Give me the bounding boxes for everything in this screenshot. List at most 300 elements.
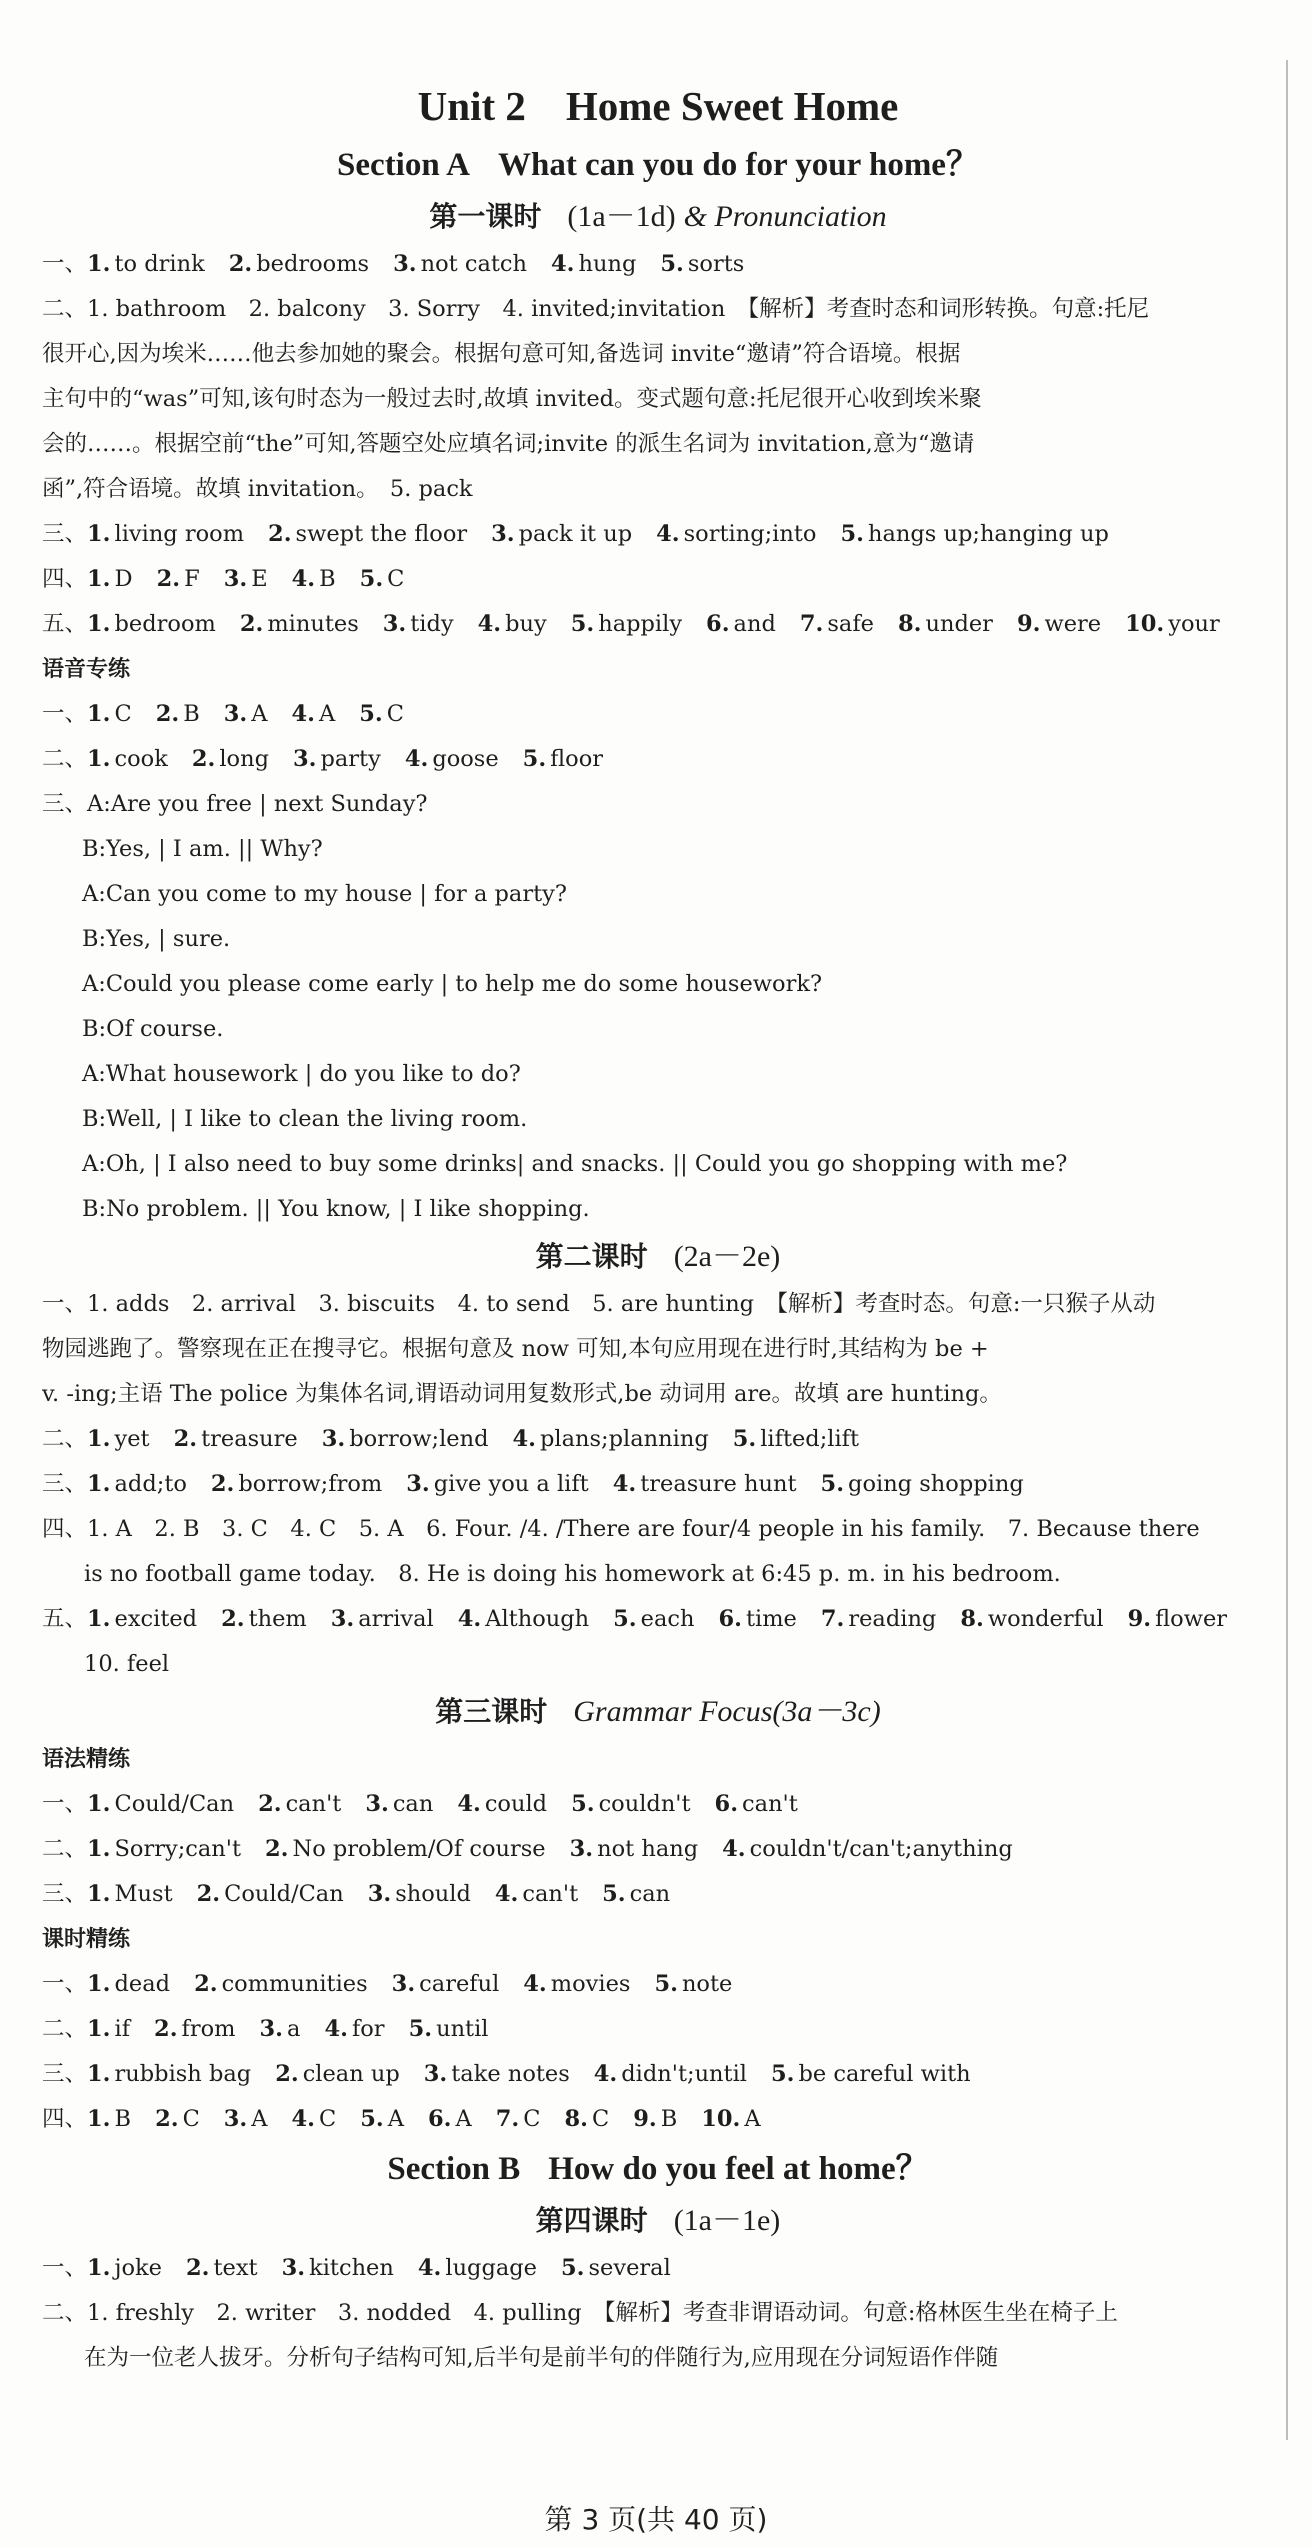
l2-row-1-cont: [42, 1372, 1274, 1417]
l2-row-5-cont: [42, 1642, 1274, 1687]
answer-text: 3. pack it up: [491, 521, 633, 547]
answer-text: 一、: [42, 2255, 88, 2281]
item-number: 5.: [602, 1881, 626, 1907]
lesson-2-title: [42, 1234, 1274, 1280]
answer-text: 2. from: [154, 2016, 236, 2042]
answer-text: 1. dead: [87, 1971, 171, 1997]
answer-text: 一、: [42, 1291, 88, 1317]
answer-text: 3. can: [365, 1791, 434, 1817]
dialog-line: A:Oh, | I also need to buy some drinks| and snacks. || Could you go shopping with me?: [82, 1151, 1068, 1177]
answer-text: 3. a: [259, 2016, 301, 2042]
l1-row-1: [42, 242, 1274, 287]
l2-row-2: [42, 1417, 1274, 1462]
answer-text: 1. Could/Can: [87, 1791, 235, 1817]
answer-text: 1. if: [87, 2016, 131, 2042]
item-number: 4.: [494, 1881, 519, 1907]
item-number: 5.: [820, 1471, 845, 1497]
lesson-3-title: [42, 1689, 1274, 1735]
section-a-title: [42, 138, 1274, 192]
l2-row-4-cont: [42, 1552, 1274, 1597]
answer-text: 2. can't: [258, 1791, 342, 1817]
item-number: 2.: [155, 701, 180, 727]
item-number: 6.: [706, 611, 730, 637]
answer-text: 二、: [42, 746, 88, 772]
lesson-1-title: [42, 194, 1274, 240]
answer-text: 8. wonderful: [960, 1606, 1104, 1632]
unit-name: Home Sweet Home: [565, 83, 899, 129]
item-number: 5.: [561, 2255, 585, 2281]
item-number: 4.: [291, 2106, 316, 2132]
item-number: 3.: [391, 1971, 416, 1997]
item-number: 7.: [820, 1606, 845, 1632]
item-number: 1.: [87, 1606, 111, 1632]
section-a-label: Section A: [337, 147, 470, 183]
answer-text: 7. C: [495, 2106, 541, 2132]
section-b-title: [42, 2142, 1274, 2196]
answer-text: 2. C: [155, 2106, 200, 2132]
answer-text: 一、: [42, 1791, 88, 1817]
answer-text: 4. can't: [494, 1881, 579, 1907]
answer-text: 一、: [42, 251, 88, 277]
l3-practice-row-3: [42, 2052, 1274, 2097]
answer-text: 二、: [42, 2016, 88, 2042]
answer-text: 1. D: [87, 566, 133, 592]
item-number: 2.: [156, 566, 181, 592]
answer-text: 2. communities: [194, 1971, 368, 1997]
dialog-line: B:Of course.: [82, 1016, 224, 1042]
item-number: 3.: [292, 746, 317, 772]
item-number: 5.: [840, 521, 864, 547]
item-number: 4.: [477, 611, 502, 637]
item-number: 4.: [417, 2255, 442, 2281]
l1-row-2: [42, 287, 1274, 332]
answer-text: 1. C: [87, 701, 132, 727]
item-number: 4.: [593, 2061, 618, 2087]
item-number: 3.: [281, 2255, 306, 2281]
answer-text: 3. kitchen: [281, 2255, 394, 2281]
l4-row-2-cont: [42, 2336, 1274, 2381]
item-number: 2.: [155, 2106, 179, 2132]
answer-text: 4. A: [291, 701, 336, 727]
answer-text: 1. excited: [87, 1606, 198, 1632]
answer-text: 9. B: [633, 2106, 678, 2132]
item-number: 7.: [495, 2106, 520, 2132]
answer-text: 二、: [42, 2300, 88, 2326]
item-number: 3.: [491, 521, 515, 547]
answer-text: 四、: [42, 2106, 88, 2132]
item-number: 1.: [87, 566, 111, 592]
answer-text: 会的……。根据空前“the”可知,答题空处应填名词;invite 的派生名词为 invitation,意为“邀请: [42, 431, 975, 457]
answer-text: 一、: [42, 701, 88, 727]
answer-text: 10. A: [701, 2106, 761, 2132]
item-number: 5.: [613, 1606, 637, 1632]
answer-text: 4. plans;planning: [512, 1426, 709, 1452]
item-number: 2.: [196, 1881, 221, 1907]
l2-row-3: [42, 1462, 1274, 1507]
lesson-1-range: (1a－1d): [567, 200, 676, 233]
answer-text: 二、: [42, 1836, 88, 1862]
l1-row-2-cont: [42, 467, 1274, 512]
dialog-line: A:Could you please come early | to help me do some housework?: [82, 971, 823, 997]
lesson-3-name: 第三课时: [435, 1695, 548, 1728]
l3-grammar-row-3: [42, 1872, 1274, 1917]
answer-text: 在为一位老人拔牙。分析句子结构可知,后半句是前半句的伴随行为,应用现在分词短语作伴随: [84, 2345, 999, 2371]
answer-text: 7. reading: [820, 1606, 937, 1632]
item-number: 2.: [239, 611, 264, 637]
item-number: 1.: [87, 2061, 111, 2087]
item-number: 4.: [291, 566, 316, 592]
item-number: 3.: [569, 1836, 594, 1862]
l2-row-1: [42, 1282, 1274, 1327]
item-number: 1.: [87, 251, 111, 277]
item-number: 2.: [194, 1971, 218, 1997]
dialog-line: B:Yes, | I am. || Why?: [82, 836, 323, 862]
item-number: 1.: [87, 2255, 111, 2281]
answer-text: 2. text: [186, 2255, 258, 2281]
answer-text: 2. treasure: [173, 1426, 298, 1452]
dialog-line: B:Well, | I like to clean the living room.: [82, 1106, 528, 1132]
answer-text: 3. should: [367, 1881, 471, 1907]
item-number: 8.: [960, 1606, 984, 1632]
answer-text: 9. were: [1016, 611, 1102, 637]
answer-text: 5. sorts: [660, 251, 745, 277]
dialog-line: B:Yes, | sure.: [82, 926, 231, 952]
section-b-label: Section B: [387, 2151, 521, 2187]
answer-text: 2. No problem/Of course: [265, 1836, 546, 1862]
item-number: 1.: [87, 521, 111, 547]
answer-text: 4. hung: [551, 251, 637, 277]
answer-text: 5. C: [359, 566, 405, 592]
answer-text: 2. long: [191, 746, 269, 772]
answer-text: 3. borrow;lend: [321, 1426, 489, 1452]
item-number: 2.: [228, 251, 253, 277]
l1-row-2-cont: [42, 377, 1274, 422]
answer-text: 五、: [42, 611, 88, 637]
item-number: 1.: [87, 2106, 111, 2132]
unit-title: [42, 76, 1274, 136]
item-number: 1.: [87, 1426, 111, 1452]
answer-text: 四、: [42, 566, 88, 592]
answer-text: 5. note: [654, 1971, 733, 1997]
page-footer: 第 3 页(共 40 页): [544, 2503, 768, 2536]
l1-row-5: [42, 602, 1274, 647]
answer-text: 2. B: [155, 701, 200, 727]
answer-text: 二、: [42, 1426, 88, 1452]
pron-row-1: [42, 692, 1274, 737]
item-number: 3.: [393, 251, 417, 277]
answer-text: 三、: [42, 521, 88, 547]
answer-text: 6. can't: [714, 1791, 798, 1817]
answer-text: 函”,符合语境。故填 invitation。 5. pack: [42, 476, 473, 502]
lesson-4-range: (1a－1e): [673, 2204, 781, 2237]
answer-text: 3. give you a lift: [406, 1471, 589, 1497]
pronunciation-heading: 语音专练: [42, 657, 131, 682]
answer-text: 四、: [42, 1516, 88, 1542]
answer-text: 3. take notes: [423, 2061, 570, 2087]
answer-text: 1. adds 2. arrival 3. biscuits 4. to send 5. are hunting 【解析】考查时态。句意:一只猴子从动: [87, 1291, 1156, 1317]
pron-row-3: [42, 782, 1274, 827]
item-number: 4.: [722, 1836, 746, 1862]
answer-text: 5. going shopping: [820, 1471, 1024, 1497]
item-number: 1.: [87, 1881, 111, 1907]
item-number: 5.: [360, 2106, 384, 2132]
l1-row-3: [42, 512, 1274, 557]
answer-text: 三、: [42, 1471, 88, 1497]
pron-row-2: [42, 737, 1274, 782]
answer-text: 1. A 2. B 3. C 4. C 5. A 6. Four. /4. /There are four/4 people in his family. 7. Because there: [87, 1516, 1200, 1542]
answer-text: 4. B: [291, 566, 336, 592]
lesson-2-name: 第二课时: [535, 1240, 648, 1273]
item-number: 3.: [223, 701, 248, 727]
l1-row-2-cont: [42, 422, 1274, 467]
answer-text: 4. didn't;until: [593, 2061, 747, 2087]
answer-text: 1. Must: [87, 1881, 173, 1907]
answer-text: 3. A: [223, 2106, 268, 2132]
item-number: 3.: [365, 1791, 389, 1817]
item-number: 1.: [87, 1836, 111, 1862]
unit-number: Unit 2: [417, 83, 526, 129]
answer-text: 10. your: [1125, 611, 1220, 637]
item-number: 9.: [633, 2106, 657, 2132]
answer-text: 一、: [42, 1971, 88, 1997]
page-edge-line: [1286, 60, 1288, 2440]
item-number: 6.: [718, 1606, 742, 1632]
item-number: 4.: [457, 1791, 481, 1817]
answer-text: 5. lifted;lift: [732, 1426, 860, 1452]
item-number: 3.: [367, 1881, 392, 1907]
item-number: 5.: [359, 566, 384, 592]
answer-text: 1. bedroom: [87, 611, 216, 637]
answer-text: 3. E: [223, 566, 268, 592]
answer-text: 1. to drink: [87, 251, 205, 277]
item-number: 10.: [1125, 611, 1165, 637]
answer-text: 4. buy: [477, 611, 547, 637]
answer-text: 2. clean up: [275, 2061, 400, 2087]
item-number: 1.: [87, 1971, 111, 1997]
answer-text: 5. hangs up;hanging up: [840, 521, 1109, 547]
l3-practice-row-1: [42, 1962, 1274, 2007]
item-number: 1.: [87, 2016, 111, 2042]
l3-practice-row-4: [42, 2097, 1274, 2142]
item-number: 2.: [191, 746, 216, 772]
l4-row-1: [42, 2246, 1274, 2291]
item-number: 5.: [359, 701, 383, 727]
item-number: 5.: [522, 746, 547, 772]
answer-text: 8. C: [564, 2106, 610, 2132]
item-number: 2.: [258, 1791, 282, 1817]
answer-text: 2. them: [221, 1606, 307, 1632]
answer-text: 4. could: [457, 1791, 548, 1817]
answer-text: 3. A: [223, 701, 268, 727]
item-number: 4.: [512, 1426, 536, 1452]
item-number: 4.: [457, 1606, 482, 1632]
lesson-4-title: [42, 2198, 1274, 2244]
item-number: 5.: [408, 2016, 433, 2042]
answer-text: 7. safe: [799, 611, 874, 637]
answer-text: 1. B: [87, 2106, 132, 2132]
answer-text: 三、: [42, 1881, 88, 1907]
answer-text: 5. each: [613, 1606, 695, 1632]
section-b-question: How do you feel at home？: [548, 2151, 929, 2187]
answer-text: 6. A: [428, 2106, 472, 2132]
lesson-practice-heading: 课时精练: [42, 1927, 131, 1952]
l3-grammar-row-2: [42, 1827, 1274, 1872]
answer-text: 很开心,因为埃米……他去参加她的聚会。根据句意可知,备选词 invite“邀请”符合语境。根据: [42, 341, 961, 367]
item-number: 6.: [428, 2106, 452, 2132]
answer-text: 5. be careful with: [770, 2061, 971, 2087]
answer-text: 4. movies: [523, 1971, 631, 1997]
item-number: 2.: [221, 1606, 245, 1632]
item-number: 4.: [612, 1471, 637, 1497]
answer-text: 8. under: [897, 611, 993, 637]
answer-text: 4. treasure hunt: [612, 1471, 797, 1497]
l2-row-1-cont: [42, 1327, 1274, 1372]
l2-row-5: [42, 1597, 1274, 1642]
answer-text: 3. party: [292, 746, 381, 772]
answer-text: v. -ing;主语 The police 为集体名词,谓语动词用复数形式,be 动词用 are。故填 are hunting。: [42, 1381, 1002, 1407]
item-number: 3.: [423, 2061, 448, 2087]
l1-row-4: [42, 557, 1274, 602]
item-number: 2.: [210, 1471, 235, 1497]
item-number: 3.: [223, 566, 248, 592]
lesson-3-subtitle: Grammar Focus(3a－3c): [573, 1695, 881, 1728]
answer-text: 1. joke: [87, 2255, 162, 2281]
item-number: 5.: [732, 1426, 757, 1452]
item-number: 5.: [571, 1791, 595, 1817]
answer-text: 6. and: [706, 611, 776, 637]
item-number: 1.: [87, 746, 111, 772]
item-number: 2.: [186, 2255, 210, 2281]
l4-row-2: [42, 2291, 1274, 2336]
answer-text: 5. C: [359, 701, 404, 727]
item-number: 3.: [382, 611, 407, 637]
answer-text: 2. F: [156, 566, 200, 592]
answer-text: 5. can: [602, 1881, 671, 1907]
answer-text: 3. tidy: [382, 611, 454, 637]
answer-text: 1. yet: [87, 1426, 150, 1452]
answer-text: 三、: [42, 791, 88, 817]
answer-text: 5. until: [408, 2016, 489, 2042]
item-number: 8.: [564, 2106, 588, 2132]
answer-text: 2. borrow;from: [210, 1471, 383, 1497]
answer-text: 3. not hang: [569, 1836, 699, 1862]
answer-text: 5. happily: [570, 611, 683, 637]
answer-text: 4. couldn't/can't;anything: [722, 1836, 1013, 1862]
answer-text: 4. luggage: [417, 2255, 538, 2281]
item-number: 3.: [259, 2016, 284, 2042]
item-number: 5.: [654, 1971, 678, 1997]
answer-text: 物园逃跑了。警察现在正在搜寻它。根据句意及 now 可知,本句应用现在进行时,其结构为 be +: [42, 1336, 989, 1362]
answer-text: 1. rubbish bag: [87, 2061, 252, 2087]
answer-text: 二、: [42, 296, 88, 322]
answer-text: 2. minutes: [239, 611, 359, 637]
item-number: 3.: [223, 2106, 248, 2132]
item-number: 3.: [406, 1471, 430, 1497]
item-number: 3.: [321, 1426, 346, 1452]
answer-text: 主句中的“was”可知,该句时态为一般过去时,故填 invited。变式题句意:托尼很开心收到埃米聚: [42, 386, 982, 412]
lesson-4-name: 第四课时: [535, 2204, 648, 2237]
answer-text: 1. freshly 2. writer 3. nodded 4. pulling 【解析】考查非谓语动词。句意:格林医生坐在椅子上: [87, 2300, 1118, 2326]
answer-text: 1. Sorry;can't: [87, 1836, 242, 1862]
item-number: 4.: [656, 521, 680, 547]
item-number: 2.: [154, 2016, 178, 2042]
section-a-question: What can you do for your home？: [497, 147, 979, 183]
lesson-1-subtitle: & Pronunciation: [683, 200, 887, 233]
item-number: 1.: [87, 1791, 111, 1817]
answer-text: 2. Could/Can: [196, 1881, 344, 1907]
l3-grammar-row-1: [42, 1782, 1274, 1827]
item-number: 5.: [770, 2061, 795, 2087]
answer-text: 5. several: [561, 2255, 671, 2281]
answer-text: 6. time: [718, 1606, 797, 1632]
dialog-line: A:Can you come to my house | for a party?: [82, 881, 567, 907]
item-number: 9.: [1016, 611, 1041, 637]
item-number: 6.: [714, 1791, 739, 1817]
answer-text: is no football game today. 8. He is doing his homework at 6:45 p. m. in his bedroom.: [84, 1561, 1061, 1587]
item-number: 8.: [897, 611, 922, 637]
item-number: 4.: [551, 251, 575, 277]
answer-text: 1. add;to: [87, 1471, 187, 1497]
item-number: 9.: [1127, 1606, 1152, 1632]
item-number: 5.: [570, 611, 595, 637]
l3-practice-row-2: [42, 2007, 1274, 2052]
item-number: 4.: [523, 1971, 547, 1997]
answer-text: 3. arrival: [330, 1606, 434, 1632]
lesson-1-name: 第一课时: [429, 200, 542, 233]
answer-text: 1. bathroom 2. balcony 3. Sorry 4. invited;invitation 【解析】考查时态和词形转换。句意:托尼: [87, 296, 1150, 322]
answer-text: 4. sorting;into: [656, 521, 817, 547]
answer-text: 5. couldn't: [571, 1791, 691, 1817]
item-number: 1.: [87, 611, 111, 637]
l1-row-2-cont: [42, 332, 1274, 377]
answer-text: 3. not catch: [393, 251, 527, 277]
answer-text: 2. bedrooms: [228, 251, 370, 277]
item-number: 7.: [799, 611, 824, 637]
answer-text: 10. feel: [84, 1651, 170, 1677]
item-number: 4.: [324, 2016, 348, 2042]
answer-text: 5. A: [360, 2106, 404, 2132]
item-number: 10.: [701, 2106, 741, 2132]
item-number: 2.: [268, 521, 292, 547]
answer-text: 五、: [42, 1606, 88, 1632]
item-number: 3.: [330, 1606, 355, 1632]
item-number: 2.: [265, 1836, 289, 1862]
answer-text: 9. flower: [1127, 1606, 1228, 1632]
answer-text: 1. living room: [87, 521, 245, 547]
item-number: 2.: [173, 1426, 198, 1452]
answer-text: 4. for: [324, 2016, 385, 2042]
item-number: 4.: [404, 746, 429, 772]
item-number: 4.: [291, 701, 316, 727]
answer-text: 三、: [42, 2061, 88, 2087]
answer-text: 3. careful: [391, 1971, 500, 1997]
answer-text: 4. goose: [404, 746, 499, 772]
answer-text: 2. swept the floor: [268, 521, 468, 547]
dialog-line: A:What housework | do you like to do?: [82, 1061, 521, 1087]
answer-text: A:Are you free | next Sunday?: [87, 791, 428, 817]
answer-text: 4. Although: [457, 1606, 590, 1632]
item-number: 1.: [87, 701, 111, 727]
dialog-line: B:No problem. || You know, | I like shopping.: [82, 1196, 590, 1222]
grammar-heading: 语法精练: [42, 1747, 131, 1772]
answer-text: 5. floor: [522, 746, 604, 772]
l2-row-4: [42, 1507, 1274, 1552]
item-number: 5.: [660, 251, 684, 277]
item-number: 1.: [87, 1471, 111, 1497]
answer-text: 4. C: [291, 2106, 337, 2132]
answer-text: 1. cook: [87, 746, 168, 772]
lesson-2-range: (2a－2e): [673, 1240, 781, 1273]
